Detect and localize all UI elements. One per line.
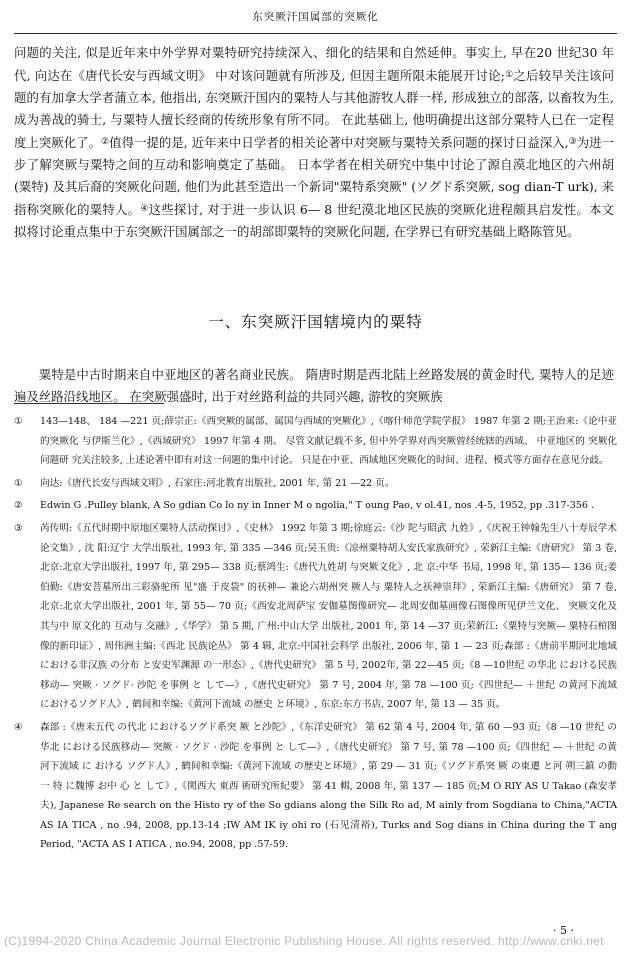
footnote-text: Edwin G .Pulley blank, A So gdian Co lo ny in Inner M o ngolia," T oung Pao, v ol.41, nos .4-5, 1952, pp .317-356 . <box>40 500 595 512</box>
footnote-mark: ① <box>14 477 23 489</box>
body-text-5: 这些探讨, 对于进一步认识 6— 8 世纪漠北地区民族的突厥化进程颇具启发性。本文拟将讨论重点集中于东突厥汗国属部之一的胡部即粟特的突厥化问题, 在学界已有研究基础上略陈管见。 <box>14 202 614 239</box>
footnote-mark: ① <box>14 416 23 427</box>
footnote-text: 森部 :《唐末五代 の代北 におけるソグド系突 厥 と沙陀》,《东洋史研究》 第 62 第 4 号, 2004 年, 第 60 —93 页;《8 —10 世纪 の华北 における民族移动— 突厥 · ソグド · 沙陀 を事例 と して—》,《唐代史研究》 第 7 号, 第 78 —100 页;《四世纪 — ＋世纪 の黄河下流域 に おける ソグド人》, 鹤间和幸编:《黄河下流域 の歴史と环境》, 第 29 — 31 页;《ソグド系突 厥 の東遷 と河 朔三鎮 の動 一 特 に魏博 お中 心 と して》,《関西大 東西 術研究所紀要》 第 41 輯, 2008 年, 第 137 — 185 页;M O RIY AS U Takao (森安孝 夫), Japanese Re search on the Histo ry of the So gdians along the Silk Ro ad, M ainly from Sogdiana to China,"ACTA AS IA TICA , no .94, 2008, pp.13-14 ;IW AM IK iy ohi ro (石见清裕), Turks and Sog dians in China during the T ang Period, "ACTA AS I ATICA , no.94, 2008, pp .57-59. <box>40 721 617 851</box>
section-heading: 一、东突厥汗国辖境内的粟特 <box>208 313 423 331</box>
page-number: · 5 · <box>553 924 574 937</box>
intro-text: 粟特是中古时期来自中亚地区的著名商业民族。 隋唐时期是西北陆上丝路发展的黄金时代, 粟特人的足迹遍及丝路沿线地区。 在突厥强盛时, 出于对丝路利益的共同兴趣, 游牧的突厥族 <box>14 367 614 405</box>
footnote-item <box>14 519 617 715</box>
footnote-ref-2[interactable]: ② <box>101 137 110 147</box>
footnote-separator <box>14 403 164 404</box>
copyright-watermark: (C)1994-2020 China Academic Journal Electronic Publishing House. All rights reserved. http://www.cnki.net <box>4 934 604 948</box>
body-text-1: 问题的关注, 似是近年来中外学界对粟特研究持续深入、细化的结果和自然延伸。事实上, 早在20 世纪30 年代, 向达在《唐代长安与西域文明》 中对该问题就有所涉及, 但因主题所限未能展开讨论; <box>14 45 614 83</box>
body-text-2: 之后较早关注该问题的有加拿大学者蒲立本, 他指出, 东突厥汗国内的粟特人与其他游牧人群一样, 形成独立的部落, 以畜牧为生, 成为善战的骑士, 与粟特人擅长经商的传统形象有所不同。 在此基础上, 他明确提出这部分粟特人已在一定程度上突厥化了。 <box>14 68 614 150</box>
footnotes-list <box>14 412 617 858</box>
footnote-text: 芮传明:《五代时期中原地区粟特人活动探讨》,《史林》 1992 年第 3 期;徐庭云:《沙 陀与昭武 九姓》,《庆祝王钟翰先生八十寿辰学术论文集》, 沈 阳:辽宁 大学出版社, 1993 年, 第 335 —346 页;吴玉贵:《凉州粟特胡人安氏家族研究》, 荣新江主编:《唐研究》 第 3 卷, 北京:北京大学出版社, 1997 年, 第 295— 338 页;蔡鸿生:《唐代九姓胡 与突厥文化》, 北 京:中华 书局, 1998 年, 第 135— 136 页;姜伯勤:《唐安菩墓所出三彩骆驼所 见"盛 于皮袋" 的祆神— 兼论六胡州突 厥人与 粟特人之祆神崇拜》, 荣新江主编:《唐研究》 第 7 卷, 北京:北京大学出版社, 2001 年, 第 55— 70 页;《西安北周萨宝 安伽墓图像研究— 北周安伽墓画像石图像所见伊兰文化、 突厥文化及其与中 原文化的 互动与 交融》,《华学》 第 5 期, 广州:中山大学 出版社, 2001 年, 第 14 —37 页;荣新江:《粟特与突厥— 粟特石棺图像的新印证》, 周伟洲主编:《西北 民族论丛》 第 4 辑, 北京:中国社会科学 出版社, 2006 年, 第 1 — 23 页;森部 :《唐前半期河北地域 における非汉族 の分布 と安史军渊源 の一形态》,《唐代史研究》 第 5 号, 2002年, 第 22—45 页;《8 —10世纪 の华北 における民族移动— 突厥 · ソグド· 沙陀 を事例 と して—》,《唐代史研究》 第 7 号, 2004 年, 第 78 —100 页;《四世纪— ＋世纪 の黄河下流域 におけるソグド人》, 鹤间和幸编:《黄河下流域 の歴史 と环境》, 东京:东方书店, 2007 年, 第 13 — 35 页。 <box>40 522 617 711</box>
running-header: 东突厥汗国属部的突厥化 <box>252 11 379 23</box>
footnote-text: 向达:《唐代长安与西域文明》, 石家庄:河北教育出版社, 2001 年, 第 21 —22 页。 <box>40 477 395 489</box>
footnote-text: 143—148、 184 —221 页;薛宗正:《西突厥的属部、属国与西域的突厥化》,《喀什师范学院学报》 1987 年第 2 期;王治来:《论中亚的突厥化 与伊斯兰化》,《西域研究》 1997 年第 4 期。 尽管文献记载不多, 但中外学界对西突厥曾经统辖的西域、 中亚地区的 突厥化 问题研 究关注较多, 上述论著中即有对这一问题的集中讨论。 只是在中亚、西域地区突厥化的时间、进程、模式等方面存在意见分歧。 <box>40 416 617 467</box>
footnote-ref-3[interactable]: ③ <box>568 137 577 147</box>
footnote-ref-4[interactable]: ④ <box>140 204 149 214</box>
body-text-3: 值得一提的是, 近年来中日学者的相关论著中对突厥与粟特关系问题的探讨日益深入, <box>109 135 569 150</box>
body-paragraph <box>14 42 614 243</box>
footnote-item <box>14 412 617 471</box>
body-text-4: 为进一步了解突厥与粟特之间的互动和影响奠定了基础。 日本学者在相关研究中集中讨论了源自漠北地区的六州胡(粟特) 及其后裔的突厥化问题, 他们为此甚至造出一个新词"粟特系突厥" (ソグド系突厥, sog dian-T urk), 来指称突厥化的粟特人。 <box>14 135 615 217</box>
footnote-item <box>14 474 617 494</box>
footnote-item <box>14 718 617 855</box>
footnote-mark: ② <box>14 500 23 512</box>
footnote-ref-1[interactable]: ① <box>504 70 514 80</box>
footnote-mark: ④ <box>14 721 23 733</box>
section-intro-paragraph <box>14 352 614 421</box>
footnote-mark: ③ <box>14 522 23 534</box>
footnote-item <box>14 496 617 516</box>
header-rule <box>14 33 617 34</box>
